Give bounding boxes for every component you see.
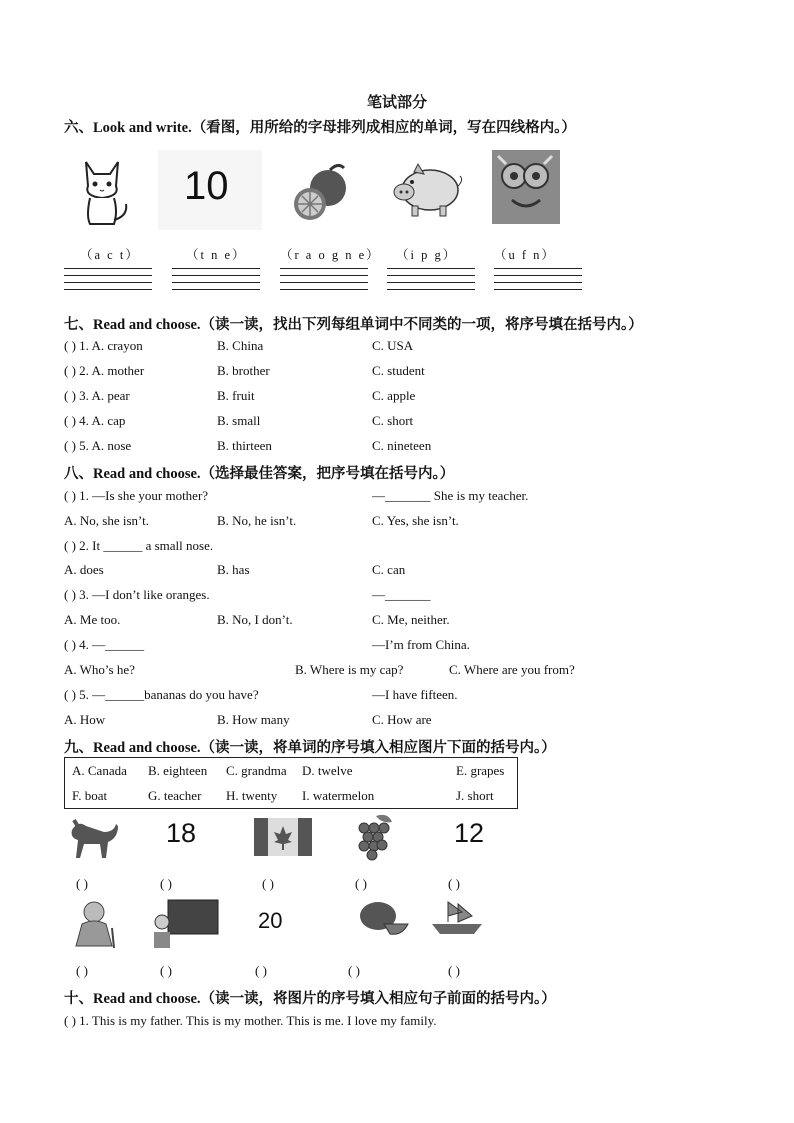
number-ten: 10 [184,164,229,208]
s7-q3: ( ) 3. A. pear [64,388,130,403]
s8-q2-b: B. has [217,562,250,577]
word-f: F. boat [72,788,108,803]
s7-q4-c: C. short [372,413,414,428]
four-line-grid-1[interactable] [64,268,152,296]
answer-paren-5[interactable]: ( ) [448,876,460,891]
s8-q3-c: C. Me, neither. [372,612,450,627]
canada-flag-icon [254,818,312,856]
letters-1: （a c t） [80,248,140,262]
s7-q1: ( ) 1. A. crayon [64,338,143,353]
s7-q5-c: C. nineteen [372,438,432,453]
s7-q4: ( ) 4. A. cap [64,413,126,428]
s8-q1-a: A. No, she isn’t. [64,513,149,528]
section9-heading: 九、Read and choose.（读一读，将单词的序号填入相应图片下面的括号内。） [64,740,556,756]
s8-q5-c: C. How are [372,712,432,727]
s8-q4-c: C. Where are you from? [449,662,575,677]
letters-3: （r a o g n e） [280,248,381,262]
fun-face-icon [492,150,560,224]
s8-q4: ( ) 4. —______ [64,637,145,652]
answer-paren-4[interactable]: ( ) [355,876,367,891]
s7-q1-c: C. USA [372,338,414,353]
word-h: H. twenty [226,788,278,803]
letters-4: （i p g） [396,248,458,262]
boat-icon [428,898,486,938]
word-d: D. twelve [302,763,353,778]
s7-q2-c: C. student [372,363,425,378]
teacher-icon [150,898,220,950]
orange-icon [280,150,364,230]
four-line-grid-3[interactable] [280,268,368,296]
word-a: A. Canada [72,763,127,778]
s8-q1-c: C. Yes, she isn’t. [372,513,459,528]
number-twenty: 20 [258,908,283,933]
number-ten-picture [158,150,262,230]
answer-paren-2[interactable]: ( ) [160,876,172,891]
letters-2: （t n e） [186,248,247,262]
s8-q5: ( ) 5. —______bananas do you have? [64,687,259,702]
s8-q4-b: B. Where is my cap? [295,662,404,677]
s10-q1: ( ) 1. This is my father. This is my mother. This is me. I love my family. [64,1013,437,1028]
s7-q5: ( ) 5. A. nose [64,438,132,453]
page-title: 笔试部分 [366,95,427,111]
letters-5: （u f n） [494,248,556,262]
word-b: B. eighteen [148,763,208,778]
answer-paren-9[interactable]: ( ) [348,963,360,978]
section8-heading: 八、Read and choose.（选择最佳答案，把序号填在括号内。） [64,466,455,482]
s7-q3-b: B. fruit [217,388,255,403]
s8-q4-a: A. Who’s he? [64,662,135,677]
word-g: G. teacher [148,788,202,803]
word-i: I. watermelon [302,788,375,803]
s7-q2: ( ) 2. A. mother [64,363,145,378]
answer-paren-8[interactable]: ( ) [255,963,267,978]
grapes-icon [352,812,398,862]
word-c: C. grandma [226,763,287,778]
four-line-grid-4[interactable] [387,268,475,296]
pig-icon [384,150,468,230]
grandma-icon [68,898,122,952]
s8-q1-reply: —_______ She is my teacher. [372,488,529,503]
word-j: J. short [456,788,494,803]
s7-q5-b: B. thirteen [217,438,272,453]
number-twelve: 12 [454,818,485,848]
number-eighteen: 18 [166,818,197,848]
answer-paren-6[interactable]: ( ) [76,963,88,978]
s7-q1-b: B. China [217,338,264,353]
s8-q2: ( ) 2. It ______ a small nose. [64,538,214,553]
dog-icon [64,810,120,862]
word-bank-box [64,757,518,809]
s7-q4-b: B. small [217,413,261,428]
section6-heading: 六、Look and write.（看图，用所给的字母排列成相应的单词，写在四线格内。） [64,120,576,136]
s8-q4-reply: —I’m from China. [372,637,470,652]
s8-q1-b: B. No, he isn’t. [217,513,297,528]
s8-q3: ( ) 3. —I don’t like oranges. [64,587,210,602]
s8-q3-a: A. Me too. [64,612,121,627]
s8-q2-c: C. can [372,562,406,577]
four-line-grid-5[interactable] [494,268,582,296]
section10-heading: 十、Read and choose.（读一读，将图片的序号填入相应句子前面的括号内。） [64,991,556,1007]
s8-q5-a: A. How [64,712,106,727]
word-e: E. grapes [456,763,505,778]
answer-paren-7[interactable]: ( ) [160,963,172,978]
s8-q3-reply: —_______ [372,587,431,602]
s8-q5-reply: —I have fifteen. [372,687,458,702]
s7-q3-c: C. apple [372,388,416,403]
answer-paren-1[interactable]: ( ) [76,876,88,891]
s8-q2-a: A. does [64,562,104,577]
answer-paren-10[interactable]: ( ) [448,963,460,978]
s8-q1: ( ) 1. —Is she your mother? [64,488,209,503]
s7-q2-b: B. brother [217,363,270,378]
s8-q3-b: B. No, I don’t. [217,612,293,627]
four-line-grid-2[interactable] [172,268,260,296]
s8-q5-b: B. How many [217,712,290,727]
watermelon-icon [354,898,410,938]
cat-icon [64,150,148,230]
answer-paren-3[interactable]: ( ) [262,876,274,891]
section7-heading: 七、Read and choose.（读一读，找出下列每组单词中不同类的一项，将序号填在括号内。） [64,317,643,333]
